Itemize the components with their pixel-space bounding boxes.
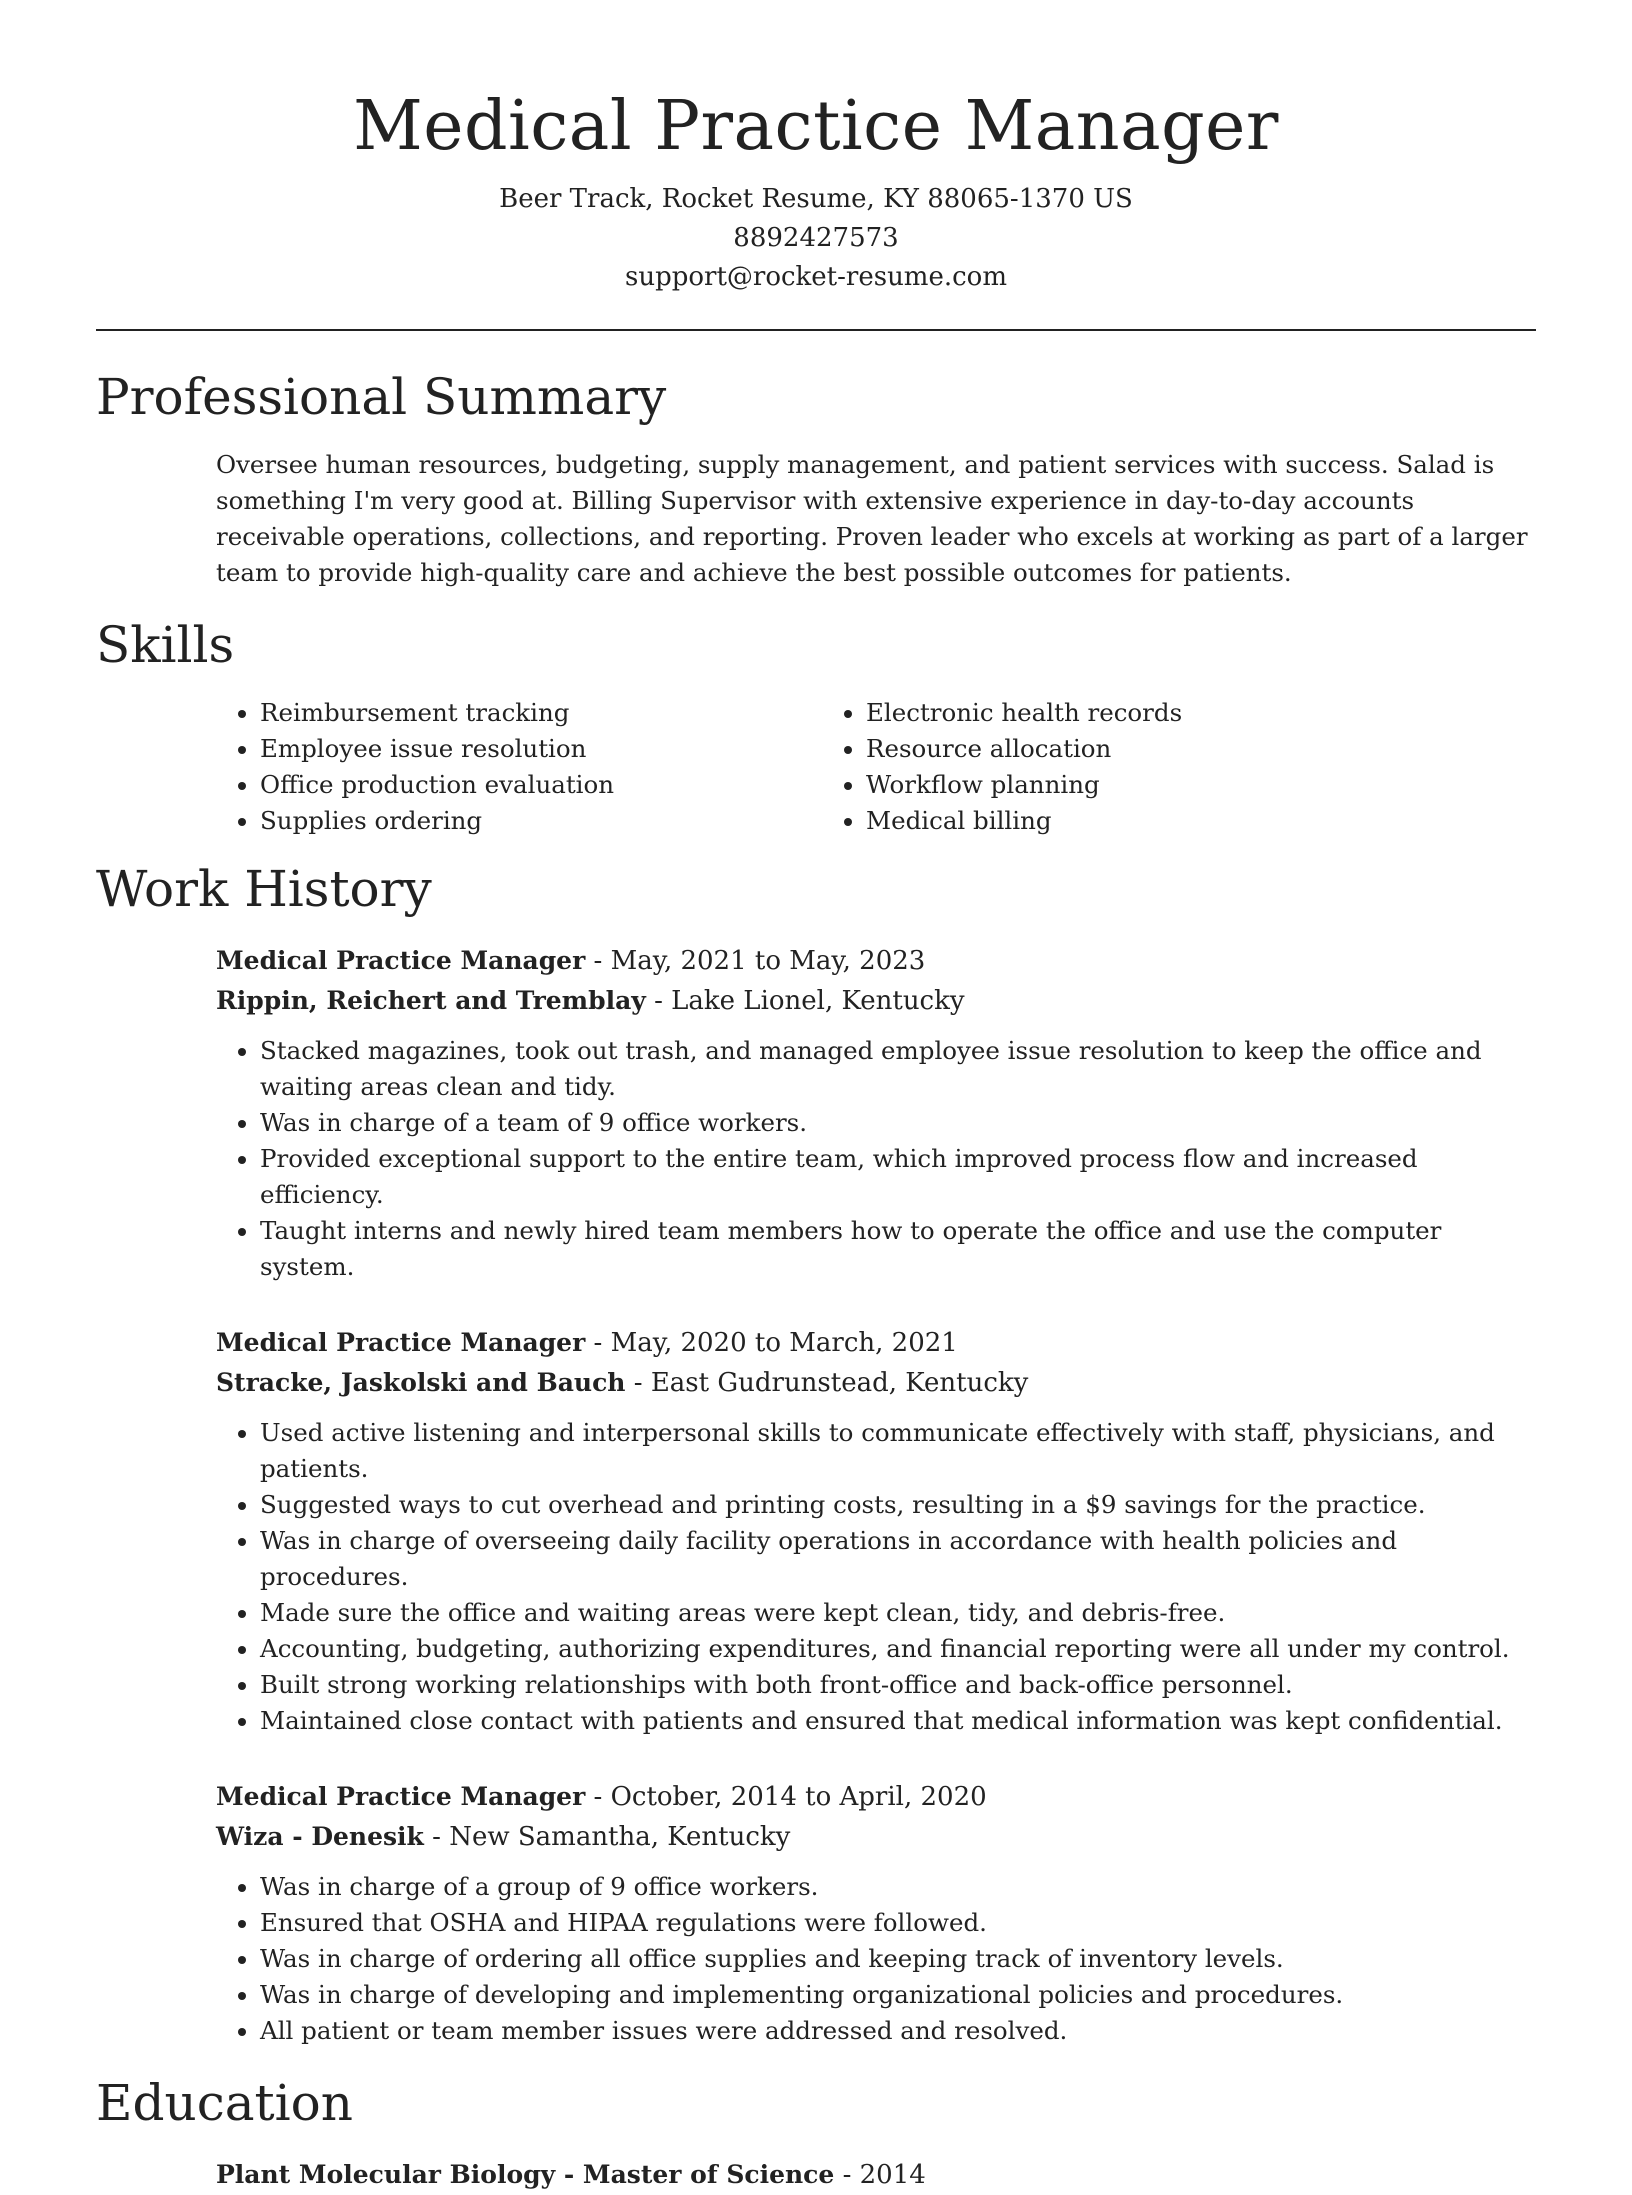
job-bullet: • Made sure the office and waiting areas were kept clean, tidy, and debris-free. (260, 1595, 1536, 1631)
job-company-line (216, 981, 1536, 1021)
job-bullets (216, 1415, 1536, 1739)
education-entry (216, 2155, 1536, 2195)
resume-page (96, 0, 1536, 2195)
job-role: Medical Practice Manager (216, 1782, 586, 1811)
job-dates: - May, 2020 to March, 2021 (585, 1328, 958, 1358)
job-bullet: • Was in charge of a team of 9 office workers. (260, 1105, 1536, 1141)
job-entry (216, 1777, 1536, 2049)
job-bullet: • Was in charge of ordering all office supplies and keeping track of inventory levels. (260, 1941, 1536, 1977)
job-bullets (216, 1033, 1536, 1285)
job-bullet: • Built strong working relationships with both front-office and back-office personnel. (260, 1667, 1536, 1703)
resume-header (96, 0, 1536, 297)
job-title-line (216, 1323, 1536, 1363)
job-bullet: • Used active listening and interpersonal skills to communicate effectively with staff, physicians, and patients. (260, 1415, 1536, 1487)
job-location: - East Gudrunstead, Kentucky (625, 1368, 1029, 1398)
job-entry (216, 1323, 1536, 1739)
job-location: - New Samantha, Kentucky (423, 1822, 791, 1852)
job-company: Rippin, Reichert and Tremblay (216, 986, 646, 1015)
job-bullets (216, 1869, 1536, 2049)
skills-column-left (216, 695, 822, 839)
header-divider (96, 329, 1536, 331)
work-history-heading: Work History (96, 860, 432, 918)
job-bullet: • Maintained close contact with patients and ensured that medical information was kept confidential. (260, 1703, 1536, 1739)
skill-item: • Employee issue resolution (260, 731, 822, 767)
education-degree: - Master of Science (555, 2160, 835, 2189)
job-bullet: • Stacked magazines, took out trash, and managed employee issue resolution to keep the office and waiting areas clean and tidy. (260, 1033, 1536, 1105)
skill-item: • Resource allocation (866, 731, 1428, 767)
skill-item: • Medical billing (866, 803, 1428, 839)
job-bullet: • Suggested ways to cut overhead and printing costs, resulting in a $9 savings for the practice. (260, 1487, 1536, 1523)
education-field: Plant Molecular Biology (216, 2160, 556, 2189)
job-title-line (216, 941, 1536, 981)
contact-phone: 8892427573 (733, 223, 899, 253)
education-year: - 2014 (834, 2160, 926, 2190)
job-company-line (216, 1363, 1536, 1403)
job-bullet: • All patient or team member issues were addressed and resolved. (260, 2013, 1536, 2049)
education-line (216, 2155, 1536, 2195)
skill-item: • Reimbursement tracking (260, 695, 822, 731)
skills-column-right (822, 695, 1428, 839)
job-bullet: • Was in charge of overseeing daily facility operations in accordance with health policies and procedures. (260, 1523, 1536, 1595)
job-role: Medical Practice Manager (216, 1328, 586, 1357)
job-bullet: • Was in charge of a group of 9 office workers. (260, 1869, 1536, 1905)
job-location: - Lake Lionel, Kentucky (645, 986, 965, 1016)
contact-block (96, 180, 1536, 297)
job-bullet: • Taught interns and newly hired team members how to operate the office and use the computer system. (260, 1213, 1536, 1285)
job-role: Medical Practice Manager (216, 946, 586, 975)
education-heading: Education (96, 2074, 353, 2132)
job-dates: - May, 2021 to May, 2023 (585, 946, 926, 976)
summary-heading: Professional Summary (96, 368, 667, 426)
skill-item: • Supplies ordering (260, 803, 822, 839)
job-bullet: • Accounting, budgeting, authorizing expenditures, and financial reporting were all under my control. (260, 1631, 1536, 1667)
skills-heading: Skills (96, 616, 235, 674)
contact-email: support@rocket-resume.com (624, 262, 1007, 292)
job-company-line (216, 1817, 1536, 1857)
resume-name: Medical Practice Manager (353, 87, 1279, 166)
skill-item: • Workflow planning (866, 767, 1428, 803)
job-company: Wiza - Denesik (216, 1822, 424, 1851)
job-company: Stracke, Jaskolski and Bauch (216, 1368, 626, 1397)
skill-item: • Office production evaluation (260, 767, 822, 803)
skill-item: • Electronic health records (866, 695, 1428, 731)
job-entry (216, 941, 1536, 1285)
summary-text: Oversee human resources, budgeting, supply management, and patient services with success. Salad is something I'm very good at. Billing Supervisor with extensive experience in day-to-day accounts receivable operations, collections, and reporting. Proven leader who excels at working as part of a larger team to provide high-quality care and achieve the best possible outcomes for patients. (216, 450, 1528, 587)
job-bullet: • Was in charge of developing and implementing organizational policies and procedures. (260, 1977, 1536, 2013)
job-dates: - October, 2014 to April, 2020 (585, 1782, 987, 1812)
contact-address: Beer Track, Rocket Resume, KY 88065-1370 US (499, 184, 1133, 214)
job-bullet: • Provided exceptional support to the entire team, which improved process flow and increased efficiency. (260, 1141, 1536, 1213)
job-title-line (216, 1777, 1536, 1817)
skills-list (216, 695, 1536, 839)
job-bullet: • Ensured that OSHA and HIPAA regulations were followed. (260, 1905, 1536, 1941)
